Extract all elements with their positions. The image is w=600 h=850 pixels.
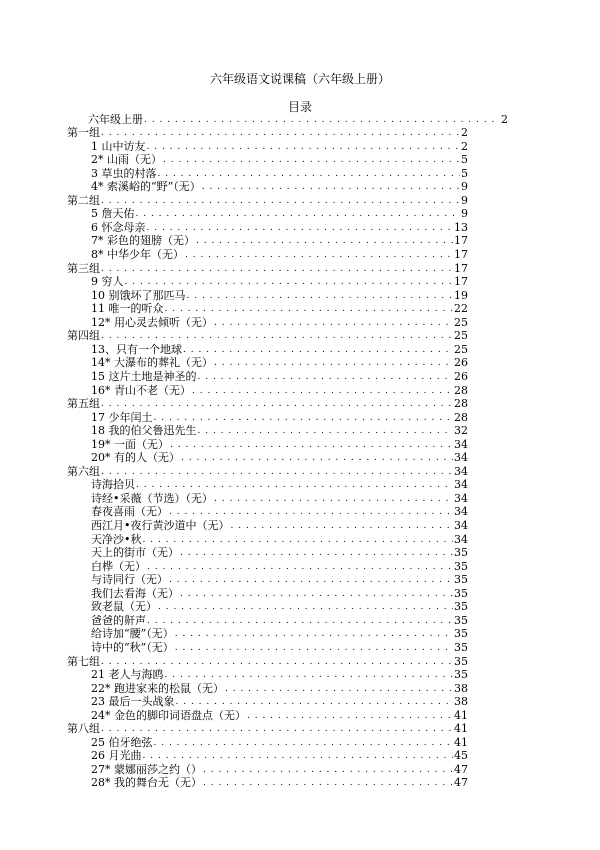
toc-entry-label: 21 老人与海鸥	[91, 668, 164, 682]
toc-entry-label: 白桦（无）	[91, 559, 146, 573]
toc-entry-lesson[interactable]	[0, 451, 600, 465]
toc-entry-label: 2* 山雨（无）	[91, 153, 162, 167]
toc-entry-lesson[interactable]	[0, 166, 600, 180]
toc-entry-lesson[interactable]	[0, 315, 600, 329]
toc-entry-label: 春夜喜雨（无）	[91, 505, 168, 519]
toc-entry-label: 20* 有的人（无）	[91, 451, 180, 465]
toc-entry-lesson[interactable]	[0, 695, 600, 709]
toc-entry-page-number: 34	[454, 532, 468, 546]
toc-entry-lesson[interactable]	[0, 139, 600, 153]
dot-leader	[187, 291, 454, 302]
toc-entry-page-number: 35	[454, 668, 468, 682]
toc-entry-label: 与诗同行（无）	[91, 573, 168, 587]
toc-entry-label: 14* 大瀑布的葬礼（无）	[91, 356, 213, 370]
toc-entry-page-number: 41	[454, 722, 468, 736]
toc-entry-lesson[interactable]	[0, 342, 600, 356]
toc-entry-page-number: 47	[454, 776, 468, 790]
toc-entry-label: 24* 金色的脚印词语盘点（无）	[91, 708, 246, 722]
toc-entry-lesson[interactable]	[0, 600, 600, 614]
dot-leader	[198, 372, 454, 383]
toc-entry-label: 23 最后一头战象	[91, 695, 175, 709]
toc-entry-page-number: 34	[454, 451, 468, 465]
dot-leader	[169, 575, 453, 586]
toc-entry-page-number: 22	[454, 302, 468, 316]
toc-entry-group[interactable]	[0, 261, 600, 275]
toc-entry-page-number: 35	[454, 559, 468, 573]
toc-entry-lesson[interactable]	[0, 708, 600, 722]
dot-leader	[181, 453, 453, 464]
dot-leader	[101, 264, 453, 275]
toc-entry-label: 22* 跑进家来的松鼠（无）	[91, 681, 224, 695]
dot-leader	[136, 480, 453, 491]
toc-entry-label: 8* 中华少年（无）	[91, 248, 184, 261]
toc-entry-lesson[interactable]	[0, 762, 600, 776]
dot-leader	[125, 277, 454, 288]
toc-entry-page-number: 45	[454, 749, 468, 763]
toc-entry-lesson[interactable]	[0, 288, 600, 302]
toc-entry-lesson[interactable]	[0, 586, 600, 600]
toc-entry-page-number: 26	[454, 369, 468, 383]
toc-entry-label: 12* 用心灵去倾听（无）	[91, 315, 213, 329]
dot-leader	[176, 697, 454, 708]
toc-entry-lesson[interactable]	[0, 640, 600, 654]
toc-entry-lesson[interactable]	[0, 505, 600, 519]
toc-entry-label: 28* 我的舞台无（无）	[91, 776, 202, 790]
toc-entry-lesson[interactable]	[0, 491, 600, 505]
toc-entry-lesson[interactable]	[0, 749, 600, 763]
toc-entry-page-number: 34	[454, 437, 468, 451]
toc-entry-lesson[interactable]	[0, 519, 600, 533]
toc-entry-label: 26 月光曲	[91, 749, 142, 763]
toc-entry-label: 18 我的伯父鲁迅先生	[91, 424, 197, 438]
toc-heading: 目录	[287, 100, 312, 114]
toc-entry-group[interactable]	[0, 126, 600, 140]
toc-entry-group[interactable]	[0, 464, 600, 478]
dot-leader	[175, 629, 453, 640]
toc-entry-label: 第八组	[67, 722, 100, 736]
toc-entry-label: 第七组	[67, 654, 100, 668]
toc-entry-label: 第六组	[67, 464, 100, 478]
dot-leader	[180, 548, 453, 559]
toc-entry-lesson[interactable]	[0, 383, 600, 397]
toc-entry-lesson[interactable]	[0, 776, 600, 790]
dot-leader	[196, 236, 453, 247]
toc-entry-label: 13、只有一个地球	[91, 342, 182, 356]
toc-entry-page-number: 5	[461, 153, 468, 167]
toc-entry-page-number: 13	[454, 220, 468, 234]
toc-entry-label: 第三组	[67, 261, 100, 275]
dot-leader	[147, 223, 454, 234]
dot-leader	[147, 616, 453, 627]
toc-entry-label: 第五组	[67, 397, 100, 411]
dot-leader	[158, 602, 453, 613]
toc-entry-page-number: 38	[454, 681, 468, 695]
toc-entry-lesson[interactable]	[0, 613, 600, 627]
dot-leader	[198, 426, 454, 437]
toc-entry-page-number: 2	[461, 139, 468, 153]
document-title: 六年级语文说课稿（六年级上册）	[209, 72, 390, 86]
dot-leader	[101, 128, 460, 139]
toc-entry-page-number: 9	[461, 207, 468, 221]
toc-entry-lesson[interactable]	[0, 424, 600, 438]
toc-entry-page-number: 2	[501, 112, 508, 126]
toc-entry-page-number: 17	[454, 261, 468, 275]
toc-entry-volume[interactable]	[0, 112, 600, 126]
toc-entry-group[interactable]	[0, 722, 600, 736]
toc-entry-label: 5 詹天佑	[91, 207, 135, 221]
dot-leader	[203, 778, 453, 789]
toc-entry-label: 爸爸的鼾声	[91, 613, 146, 627]
toc-entry-label: 25 伯牙绝弦	[91, 735, 153, 749]
toc-entry-page-number: 35	[454, 586, 468, 600]
dot-leader	[101, 331, 453, 342]
toc-entry-label: 诗经•采薇（节选）（无）	[91, 491, 213, 505]
toc-entry-label: 诗中的“秋”（无）	[91, 640, 174, 654]
toc-entry-page-number: 35	[454, 546, 468, 560]
toc-entry-page-number: 35	[454, 573, 468, 587]
dot-leader	[143, 535, 454, 546]
toc-entry-label: 给诗加“腰”（无）	[91, 627, 174, 641]
toc-entry-page-number: 25	[454, 329, 468, 343]
toc-entry-label: 天上的街市（无）	[91, 546, 179, 560]
toc-entry-lesson[interactable]	[0, 180, 600, 194]
dot-leader	[202, 182, 460, 193]
dot-leader	[101, 467, 453, 478]
toc-entry-label: 9 穷人	[91, 275, 124, 289]
toc-entry-page-number: 32	[454, 424, 468, 438]
toc-entry-label: 4* 索溪峪的“野”（无）	[91, 180, 201, 194]
dot-leader	[214, 494, 453, 505]
toc-entry-label: 27* 蒙娜丽莎之约（）	[91, 762, 202, 776]
toc-entry-group[interactable]	[0, 654, 600, 668]
toc-entry-page-number: 5	[461, 166, 468, 180]
toc-entry-lesson[interactable]	[0, 681, 600, 695]
toc-entry-lesson[interactable]	[0, 153, 600, 167]
toc-entry-page-number: 41	[454, 735, 468, 749]
toc-entry-label: 16* 青山不老（无）	[91, 383, 191, 397]
toc-entry-lesson[interactable]	[0, 207, 600, 221]
toc-entry-label: 1 山中访友	[91, 139, 146, 153]
toc-entry-page-number: 34	[454, 464, 468, 478]
toc-entry-page-number: 28	[454, 383, 468, 397]
dot-leader	[180, 589, 453, 600]
dot-leader	[154, 738, 454, 749]
toc-entry-page-number: 28	[454, 410, 468, 424]
dot-leader	[225, 684, 453, 695]
dot-leader	[136, 209, 461, 220]
toc-entry-page-number: 28	[454, 397, 468, 411]
toc-entry-label: 3 草虫的村落	[91, 166, 157, 180]
toc-entry-page-number: 17	[454, 248, 468, 261]
toc-entry-group[interactable]	[0, 397, 600, 411]
dot-leader	[203, 765, 453, 776]
toc-entry-label: 10 别饿坏了那匹马	[91, 288, 186, 302]
dot-leader	[101, 196, 460, 207]
toc-entry-page-number: 35	[454, 613, 468, 627]
dot-leader	[163, 155, 460, 166]
toc-entry-page-number: 34	[454, 491, 468, 505]
toc-entry-page-number: 25	[454, 315, 468, 329]
dot-leader	[185, 250, 453, 261]
toc-entry-lesson[interactable]	[0, 356, 600, 370]
toc-entry-label: 19* 一面（无）	[91, 437, 169, 451]
dot-leader	[169, 507, 453, 518]
toc-entry-page-number: 47	[454, 762, 468, 776]
toc-entry-label: 六年级上册	[88, 112, 143, 126]
dot-leader	[144, 115, 500, 126]
dot-leader	[192, 386, 453, 397]
toc-entry-page-number: 34	[454, 519, 468, 532]
dot-leader	[170, 440, 453, 451]
toc-entry-lesson[interactable]	[0, 248, 600, 262]
toc-entry-page-number: 34	[454, 478, 468, 492]
toc-entry-label: 天净沙•秋	[91, 532, 142, 546]
toc-entry-lesson[interactable]	[0, 627, 600, 641]
toc-entry-label: 西江月•夜行黄沙道中（无）	[91, 519, 230, 532]
toc-entry-label: 第二组	[67, 193, 100, 207]
toc-entry-label: 我们去看海（无）	[91, 586, 179, 600]
toc-entry-lesson[interactable]	[0, 369, 600, 383]
dot-leader	[247, 711, 453, 722]
dot-leader	[101, 399, 453, 410]
toc-entry-label: 第一组	[67, 126, 100, 140]
toc-entry-page-number: 35	[454, 640, 468, 654]
toc-entry-page-number: 35	[454, 654, 468, 668]
toc-entry-page-number: 35	[454, 600, 468, 614]
toc-entry-lesson[interactable]	[0, 478, 600, 492]
toc-entry-page-number: 17	[454, 275, 468, 289]
dot-leader	[154, 413, 454, 424]
dot-leader	[147, 562, 453, 573]
toc-entry-label: 17 少年闰土	[91, 410, 153, 424]
toc-entry-lesson[interactable]	[0, 302, 600, 316]
toc-entry-label: 11 唯一的听众	[91, 302, 164, 316]
dot-leader	[183, 345, 453, 356]
toc-entry-lesson[interactable]	[0, 234, 600, 248]
dot-leader	[101, 724, 453, 735]
toc-entry-page-number: 38	[454, 695, 468, 709]
toc-entry-lesson[interactable]	[0, 559, 600, 573]
toc-entry-group[interactable]	[0, 329, 600, 343]
dot-leader	[165, 304, 454, 315]
toc-entry-lesson[interactable]	[0, 437, 600, 451]
toc-entry-page-number: 25	[454, 342, 468, 356]
toc-entry-page-number: 35	[454, 627, 468, 641]
toc-entry-page-number: 26	[454, 356, 468, 370]
toc-entry-lesson[interactable]	[0, 668, 600, 682]
toc-entry-page-number: 34	[454, 505, 468, 519]
toc-entry-lesson[interactable]	[0, 735, 600, 749]
toc-entry-page-number: 19	[454, 288, 468, 302]
toc-entry-lesson[interactable]	[0, 410, 600, 424]
toc-entry-page-number: 41	[454, 708, 468, 722]
toc-entry-lesson[interactable]	[0, 275, 600, 289]
toc-entry-page-number: 9	[461, 193, 468, 207]
toc-entry-page-number: 9	[461, 180, 468, 194]
toc-entry-label: 15 这片土地是神圣的	[91, 369, 197, 383]
toc-entry-lesson[interactable]	[0, 220, 600, 234]
toc-entry-label: 6 怀念母亲	[91, 220, 146, 234]
dot-leader	[175, 643, 453, 654]
toc-entry-lesson[interactable]	[0, 573, 600, 587]
toc-entry-page-number: 17	[454, 234, 468, 248]
dot-leader	[147, 142, 461, 153]
dot-leader	[214, 358, 453, 369]
toc-entry-label: 致老鼠（无）	[91, 600, 157, 614]
dot-leader	[214, 318, 453, 329]
dot-leader	[158, 169, 461, 180]
dot-leader	[231, 521, 454, 532]
toc-entry-label: 第四组	[67, 329, 100, 343]
toc-entry-group[interactable]	[0, 193, 600, 207]
toc-entry-page-number: 2	[461, 126, 468, 140]
dot-leader	[101, 657, 453, 668]
toc-entry-lesson[interactable]	[0, 546, 600, 560]
dot-leader	[165, 670, 454, 681]
dot-leader	[143, 751, 454, 762]
toc-entry-label: 7* 彩色的翅膀（无）	[91, 234, 195, 248]
toc-entry-lesson[interactable]	[0, 532, 600, 546]
toc-entry-label: 诗海拾贝	[91, 478, 135, 492]
